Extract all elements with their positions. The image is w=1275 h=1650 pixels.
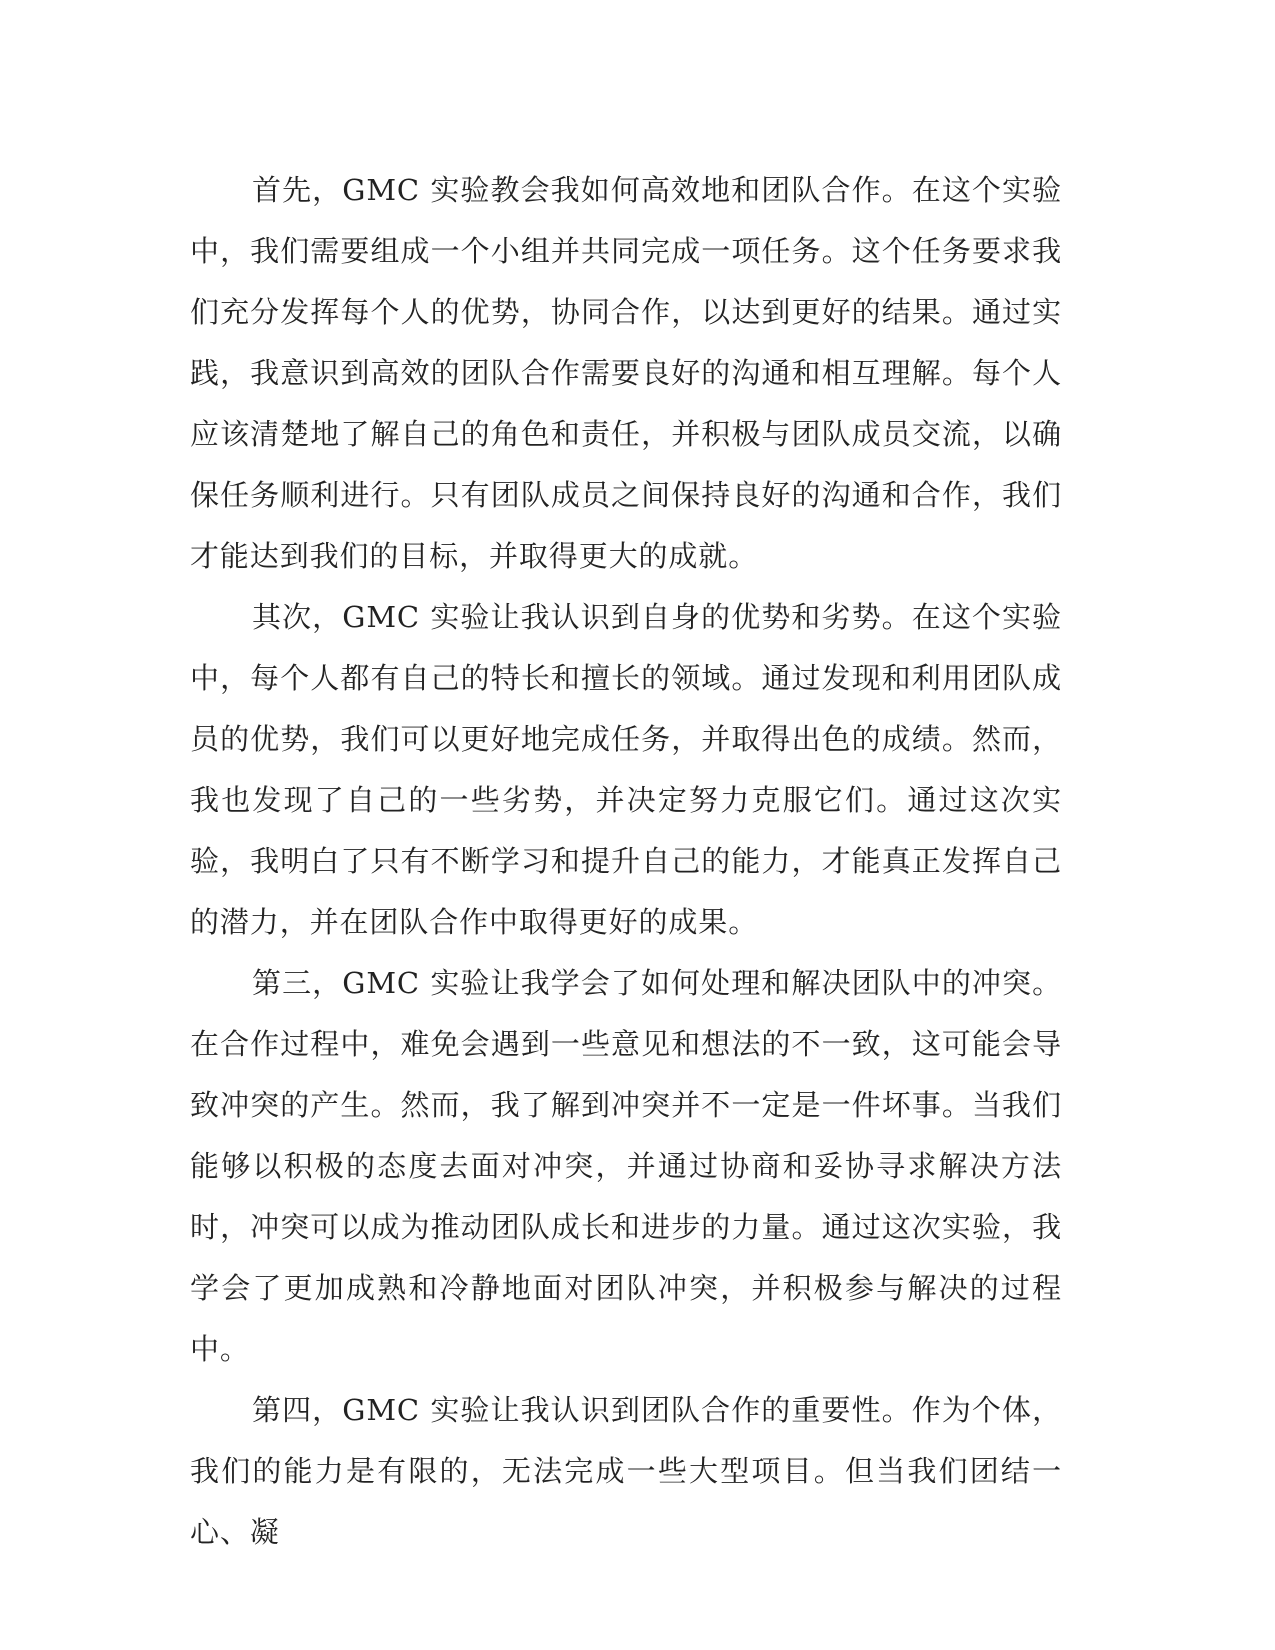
paragraph-teamwork-importance: 第四，GMC 实验让我认识到团队合作的重要性。作为个体，我们的能力是有限的，无法完成一些大型项目。但当我们团结一心、凝 [190,1393,1062,1549]
paragraph-teamwork-efficiency: 首先，GMC 实验教会我如何高效地和团队合作。在这个实验中，我们需要组成一个小组并共同完成一项任务。这个任务要求我们充分发挥每个人的优势，协同合作，以达到更好的结果。通过实践，我意识到高效的团队合作需要良好的沟通和相互理解。每个人应该清楚地了解自己的角色和责任，并积极与团队成员交流，以确保任务顺利进行。只有团队成员之间保持良好的沟通和合作，我们才能达到我们的目标，并取得更大的成就。 [190,173,1062,573]
paragraph-conflict-resolution: 第三，GMC 实验让我学会了如何处理和解决团队中的冲突。在合作过程中，难免会遇到一些意见和想法的不一致，这可能会导致冲突的产生。然而，我了解到冲突并不一定是一件坏事。当我们能够以积极的态度去面对冲突，并通过协商和妥协寻求解决方法时，冲突可以成为推动团队成长和进步的力量。通过这次实验，我学会了更加成熟和冷静地面对团队冲突，并积极参与解决的过程中。 [190,966,1062,1366]
paragraph-strengths-weaknesses: 其次，GMC 实验让我认识到自身的优势和劣势。在这个实验中，每个人都有自己的特长和擅长的领域。通过发现和利用团队成员的优势，我们可以更好地完成任务，并取得出色的成绩。然而，我也发现了自己的一些劣势，并决定努力克服它们。通过这次实验，我明白了只有不断学习和提升自己的能力，才能真正发挥自己的潜力，并在团队合作中取得更好的成果。 [190,600,1062,939]
document-body [190,160,1062,1563]
